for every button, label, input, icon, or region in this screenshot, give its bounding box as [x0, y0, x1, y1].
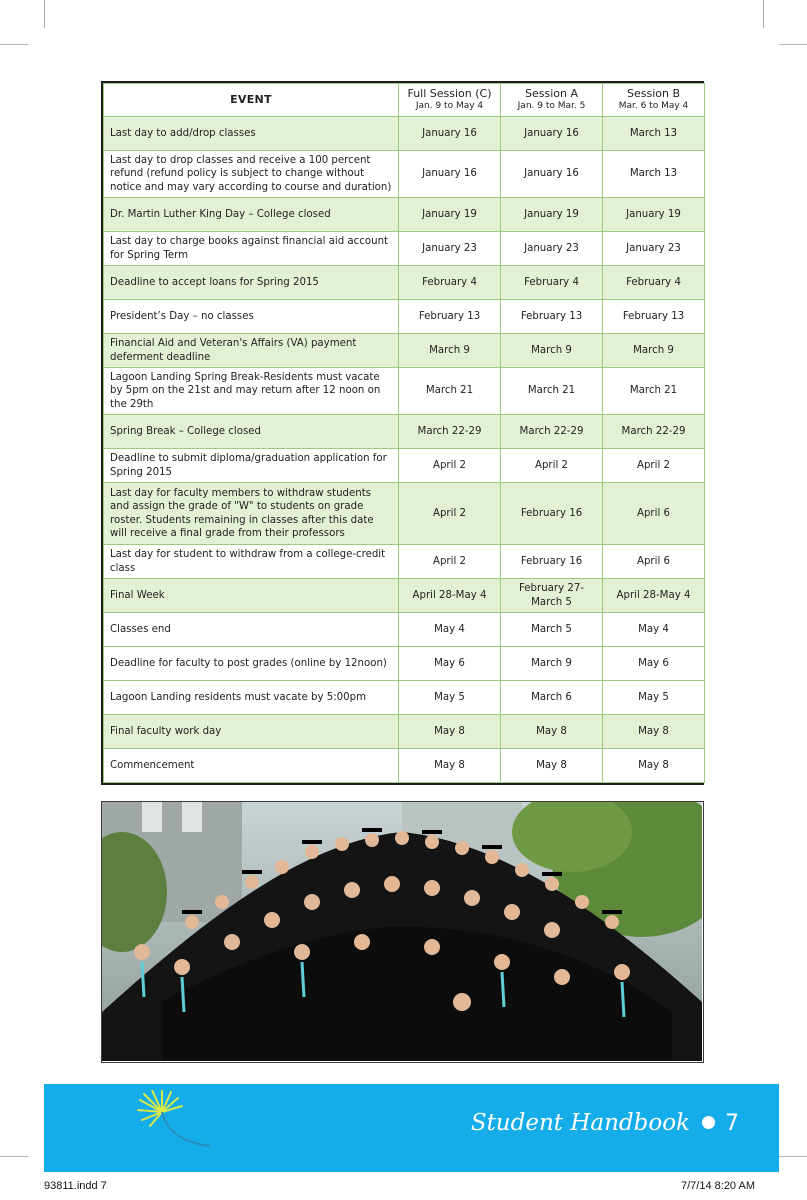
bullet-icon	[702, 1116, 715, 1129]
table-row	[104, 449, 705, 483]
session-a-date: February 27-March 5	[501, 579, 603, 613]
session-b-date: May 5	[603, 681, 705, 715]
table-row	[104, 198, 705, 232]
table-row	[104, 334, 705, 368]
session-a-date: February 16	[501, 545, 603, 579]
session-a-date: March 9	[501, 334, 603, 368]
full-session-date: March 9	[399, 334, 501, 368]
full-session-date: April 2	[399, 449, 501, 483]
footer-band	[44, 1084, 779, 1172]
crop-mark	[763, 0, 764, 28]
event-cell: Last day to add/drop classes	[104, 117, 399, 151]
full-session-date: March 21	[399, 368, 501, 415]
column-header-session-b	[603, 84, 705, 117]
session-b-date: March 21	[603, 368, 705, 415]
session-b-date: April 28-May 4	[603, 579, 705, 613]
event-cell: Last day for faculty members to withdraw students and assign the grade of "W" to students on grade roster. Students remaining in classes after this date will receive a final grade from their professors	[104, 483, 399, 545]
full-session-date: April 2	[399, 545, 501, 579]
full-session-date: March 22-29	[399, 415, 501, 449]
event-cell: Last day for student to withdraw from a college-credit class	[104, 545, 399, 579]
event-cell: Lagoon Landing residents must vacate by 5:00pm	[104, 681, 399, 715]
session-b-date: March 9	[603, 334, 705, 368]
event-cell: Deadline to submit diploma/graduation application for Spring 2015	[104, 449, 399, 483]
session-a-date: May 8	[501, 715, 603, 749]
crop-mark	[779, 44, 807, 45]
crop-mark	[779, 1156, 807, 1157]
session-b-date: January 23	[603, 232, 705, 266]
full-session-date: January 16	[399, 151, 501, 198]
session-b-date: May 6	[603, 647, 705, 681]
session-dates: Mar. 6 to May 4	[618, 101, 689, 112]
event-cell: Commencement	[104, 749, 399, 783]
full-session-date: May 8	[399, 715, 501, 749]
session-a-date: March 9	[501, 647, 603, 681]
session-a-date: February 13	[501, 300, 603, 334]
print-slug-timestamp: 7/7/14 8:20 AM	[681, 1180, 755, 1192]
table-row	[104, 681, 705, 715]
session-name: Session A	[525, 86, 578, 100]
full-session-date: April 2	[399, 483, 501, 545]
table-row	[104, 232, 705, 266]
table-row	[104, 151, 705, 198]
session-a-date: February 4	[501, 266, 603, 300]
full-session-date: January 23	[399, 232, 501, 266]
table-row	[104, 368, 705, 415]
full-session-date: January 16	[399, 117, 501, 151]
session-a-date: February 16	[501, 483, 603, 545]
event-cell: Last day to charge books against financial aid account for Spring Term	[104, 232, 399, 266]
session-b-date: January 19	[603, 198, 705, 232]
session-a-date: January 23	[501, 232, 603, 266]
event-cell: Final faculty work day	[104, 715, 399, 749]
table-row	[104, 749, 705, 783]
session-dates: Jan. 9 to Mar. 5	[517, 101, 586, 112]
session-b-date: March 13	[603, 117, 705, 151]
session-a-date: March 21	[501, 368, 603, 415]
table-row	[104, 415, 705, 449]
crop-mark	[0, 44, 28, 45]
session-a-date: May 8	[501, 749, 603, 783]
session-b-date: May 4	[603, 613, 705, 647]
print-slug-file: 93811.indd 7	[44, 1180, 107, 1192]
academic-calendar-table	[101, 81, 704, 785]
full-session-date: February 4	[399, 266, 501, 300]
session-b-date: April 6	[603, 483, 705, 545]
session-dates: Jan. 9 to May 4	[415, 101, 484, 112]
session-b-date: April 2	[603, 449, 705, 483]
session-b-date: February 4	[603, 266, 705, 300]
full-session-date: February 13	[399, 300, 501, 334]
session-b-date: May 8	[603, 715, 705, 749]
palm-frond-logo-icon	[136, 1090, 216, 1150]
session-b-date: February 13	[603, 300, 705, 334]
full-session-date: May 8	[399, 749, 501, 783]
session-b-date: April 6	[603, 545, 705, 579]
column-header-event: EVENT	[104, 84, 399, 117]
session-a-date: March 5	[501, 613, 603, 647]
table-header-row	[104, 84, 705, 117]
handbook-title: Student Handbook	[470, 1110, 690, 1136]
window	[142, 802, 162, 832]
session-b-date: March 22-29	[603, 415, 705, 449]
full-session-date: April 28-May 4	[399, 579, 501, 613]
table-row	[104, 715, 705, 749]
table-row	[104, 579, 705, 613]
crop-mark	[0, 1156, 28, 1157]
event-cell: Spring Break – College closed	[104, 415, 399, 449]
table-row	[104, 117, 705, 151]
window	[182, 802, 202, 832]
full-session-date: May 6	[399, 647, 501, 681]
event-cell: Classes end	[104, 613, 399, 647]
event-cell: Deadline for faculty to post grades (online by 12noon)	[104, 647, 399, 681]
session-a-date: March 6	[501, 681, 603, 715]
table-row	[104, 266, 705, 300]
session-a-date: April 2	[501, 449, 603, 483]
event-cell: Lagoon Landing Spring Break-Residents must vacate by 5pm on the 21st and may return after 12 noon on the 29th	[104, 368, 399, 415]
session-name: Session B	[626, 86, 680, 100]
column-header-full-session	[399, 84, 501, 117]
page-number: 7	[725, 1111, 739, 1136]
table-row	[104, 647, 705, 681]
graduation-photo	[101, 801, 704, 1063]
footer-title	[471, 1110, 739, 1136]
event-cell: Financial Aid and Veteran's Affairs (VA) payment deferment deadline	[104, 334, 399, 368]
session-a-date: January 19	[501, 198, 603, 232]
session-name: Full Session (C)	[407, 86, 492, 100]
crop-mark	[44, 0, 45, 28]
table-row	[104, 483, 705, 545]
session-b-date: March 13	[603, 151, 705, 198]
session-b-date: May 8	[603, 749, 705, 783]
full-session-date: May 4	[399, 613, 501, 647]
full-session-date: January 19	[399, 198, 501, 232]
graduation-photo-illustration	[102, 802, 702, 1061]
session-a-date: March 22-29	[501, 415, 603, 449]
event-cell: Final Week	[104, 579, 399, 613]
session-a-date: January 16	[501, 151, 603, 198]
table-row	[104, 300, 705, 334]
event-cell: Deadline to accept loans for Spring 2015	[104, 266, 399, 300]
table-row	[104, 613, 705, 647]
full-session-date: May 5	[399, 681, 501, 715]
table-row	[104, 545, 705, 579]
session-a-date: January 16	[501, 117, 603, 151]
event-cell: Dr. Martin Luther King Day – College closed	[104, 198, 399, 232]
event-cell: Last day to drop classes and receive a 100 percent refund (refund policy is subject to change without notice and may vary according to course and duration)	[104, 151, 399, 198]
column-header-session-a	[501, 84, 603, 117]
event-cell: President’s Day – no classes	[104, 300, 399, 334]
